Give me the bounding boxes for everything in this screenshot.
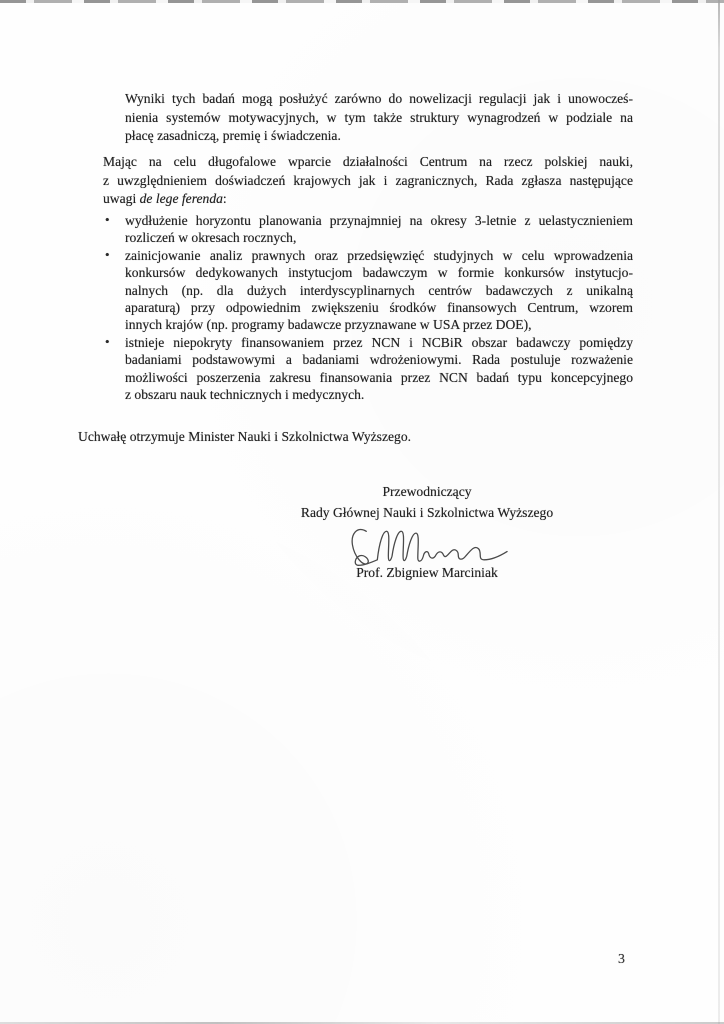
- bullet-line: konkursów dedykowanych instytucjom badawczym w formie konkursów instytucjo-: [125, 265, 633, 281]
- paragraph-line: [103, 190, 633, 209]
- signature-block: [277, 483, 577, 582]
- bullet-line: aparaturą) przy odpowiednim zwiększeniu środków finansowych Centrum, wzorem: [125, 300, 633, 316]
- paragraph-line: nienia systemów motywacyjnych, w tym także struktury wynagrodzeń w podziale na: [125, 109, 633, 125]
- paragraph-intro: [125, 90, 633, 146]
- signature-name: Prof. Zbigniew Marciniak: [356, 565, 498, 580]
- line-text: uwagi: [103, 191, 140, 207]
- paragraph-line: płacę zasadniczą, premię i świadczenia.: [125, 128, 341, 144]
- bullet-line: badaniami podstawowymi a badaniami wdrożeniowymi. Rada postuluje rozważenie: [125, 352, 633, 368]
- latin-phrase: de lege ferenda: [139, 191, 223, 207]
- scan-top-edge-artifact: [0, 0, 724, 3]
- bullet-item: [103, 212, 633, 247]
- paragraph-line: Wyniki tych badań mogą posłużyć zarówno do nowelizacji regulacji jak i unowocześ-: [125, 91, 633, 106]
- signature-title: Przewodniczący: [382, 484, 472, 499]
- bullet-line: wydłużenie horyzontu planowania przynajmniej na okresy 3-letnie z uelastycznieniem: [125, 213, 633, 228]
- scan-right-edge-artifact: [718, 0, 720, 1024]
- bullet-line: z obszaru nauk technicznych i medycznych.: [125, 387, 365, 403]
- handwritten-signature-icon: [337, 523, 517, 569]
- bullet-dot-icon: •: [105, 212, 110, 227]
- bullet-dot-icon: •: [105, 333, 110, 349]
- line-text: :: [222, 191, 227, 207]
- bullet-line: istnieje niepokryty finansowaniem przez NCN i NCBiR obszar badawczy pomiędzy: [125, 334, 633, 350]
- bullet-line: rozliczeń w okresach rocznych,: [125, 230, 297, 246]
- signature-organization: Rady Głównej Nauki i Szkolnictwa Wyższego: [300, 505, 554, 520]
- bullet-line: możliwości poszerzenia zakresu finansowania przez NCN badań typu koncepcyjnego: [125, 369, 633, 385]
- paragraph-de-lege-ferenda: [103, 153, 633, 209]
- bullet-item: [103, 247, 633, 334]
- bullet-item: [103, 334, 633, 404]
- closing-line: Uchwałę otrzymuje Minister Nauki i Szkolnictwa Wyższego.: [78, 429, 412, 444]
- page-number: 3: [618, 951, 625, 966]
- bullet-line: nalnych (np. dla dużych interdyscyplinarnych centrów badawczych z unikalną: [125, 282, 633, 298]
- bullet-dot-icon: •: [105, 246, 110, 262]
- paragraph-line: Mając na celu długofalowe wparcie działalności Centrum na rzecz polskiej nauki,: [103, 154, 633, 169]
- bullet-list: [103, 212, 633, 403]
- bullet-line: innych krajów (np. programy badawcze przyznawane w USA przez DOE),: [125, 317, 532, 333]
- paragraph-line: z uwzględnieniem doświadczeń krajowych jak i zagranicznych, Rada zgłasza następujące: [103, 172, 633, 188]
- bullet-line: zainicjowanie analiz prawnych oraz przedsięwzięć studyjnych w celu wprowadzenia: [125, 247, 633, 263]
